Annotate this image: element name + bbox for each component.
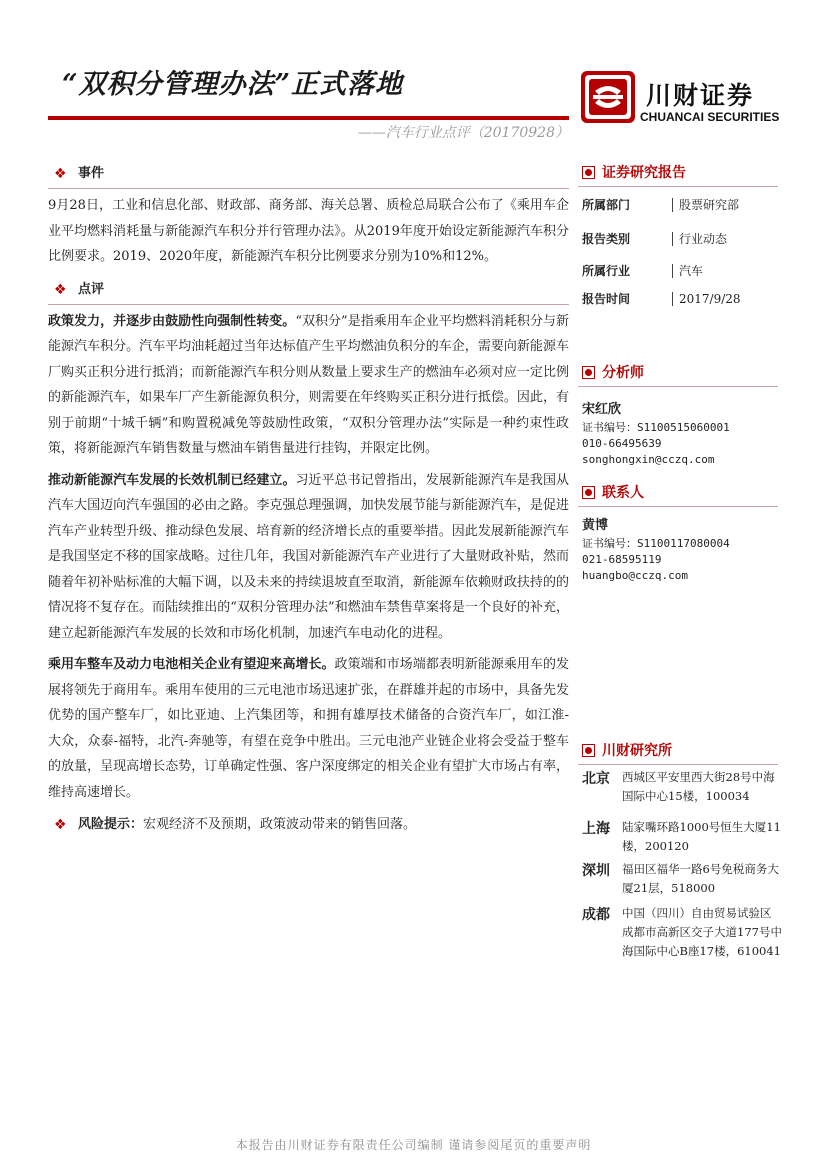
sidebar-header-report xyxy=(578,160,778,187)
paragraph-lead: 乘用车整车及动力电池相关企业有望迎来高增长。 xyxy=(48,657,335,672)
info-value: 股票研究部 xyxy=(672,198,739,212)
report-title: “双积分管理办法”正式落地 xyxy=(62,69,404,100)
info-row xyxy=(582,230,727,247)
paragraph-body: 习近平总书记曾指出，发展新能源汽车是我国从汽车大国迈向汽车强国的必由之路。李克强总理强调，加快发展节能与新能源汽车，是促进汽车产业转型升级、推动绿色发展、培育新的经济增长点的重要举措。因此发展新能源汽车是我国坚定不移的国家战略。过往几年，我国对新能源汽车产业进行了大量财政补贴，然而随着年初补贴标准的大幅下调，以及未来的持续退坡直至取消，新能源车依赖财政扶持的的情况将不复存在。而陆续推出的“双积分管理办法”和燃油车禁售草案将是一个良好的补充，建立起新能源汽车发展的长效和市场化机制，加速汽车电动化的进程。 xyxy=(48,472,569,641)
info-row xyxy=(582,290,741,307)
office-address: 西城区平安里西大街28号中海国际中心15楼，100034 xyxy=(622,770,775,803)
info-value: 2017/9/28 xyxy=(672,292,741,306)
paragraph-lead: 政策发力，并逐步由鼓励性向强制性转变。 xyxy=(48,313,296,329)
chuancai-logo-icon xyxy=(581,71,635,123)
event-paragraph: 9月28日，工业和信息化部、财政部、商务部、海关总署、质检总局联合公布了《乘用车企业平均燃料消耗量与新能源汽车积分并行管理办法》。从2019年度开始设定新能源汽车积分比例要求。2019、2020年度，新能源汽车积分比例要求分别为10%和12%。 xyxy=(48,198,569,264)
sidebar-heading: 分析师 xyxy=(602,365,644,381)
contact-name: 黄博 xyxy=(582,518,609,533)
analyst-email[interactable]: songhongxin@cczq.com xyxy=(582,453,715,466)
sidebar-header-contact xyxy=(578,480,778,507)
contact-card xyxy=(582,516,730,584)
page-footer-disclaimer: 本报告由川财证券有限责任公司编制 谨请参阅尾页的重要声明 xyxy=(235,1138,592,1152)
office-address: 中国（四川）自由贸易试验区成都市高新区交子大道177号中海国际中心B座17楼，610041 xyxy=(622,906,782,958)
square-bullet-icon xyxy=(582,166,595,179)
sidebar-header-institute xyxy=(578,738,778,765)
paragraph-body: “双积分”是指乘用车企业平均燃料消耗积分与新能源汽车积分。汽车平均油耗超过当年达标值产生平均燃油负积分的车企，需要向新能源车厂购买正积分进行抵消；而新能源汽车积分则从数量上要求生产的燃油车必须对应一定比例的新能源汽车，如果车厂产生新能源负积分，则需要在年终购买正积分进行抵偿。因此，有别于前期“十城千辆”和购置税减免等鼓励性政策，“双积分管理办法”实际是一种约束性政策，将新能源汽车销售数量与燃油车销售量进行挂钩，并限定比例。 xyxy=(48,313,569,456)
logo-chinese-name: 川财证券 xyxy=(646,81,755,110)
contact-cert: 证书编号：S1100117080004 xyxy=(582,537,730,550)
analyst-card xyxy=(582,400,730,468)
report-subtitle: ——汽车行业点评（20170928） xyxy=(357,125,569,141)
section-header-event xyxy=(48,160,569,189)
comment-paragraph-3 xyxy=(48,652,569,805)
main-column xyxy=(48,160,569,839)
analyst-name: 宋红欣 xyxy=(582,402,622,417)
sidebar-heading: 川财研究所 xyxy=(602,743,672,759)
contact-phone: 021-68595119 xyxy=(582,553,662,566)
info-row xyxy=(582,262,703,279)
section-header-comment xyxy=(48,276,569,305)
contact-email[interactable]: huangbo@cczq.com xyxy=(582,569,688,582)
section-label: 事件 xyxy=(78,166,105,181)
diamond-bullet-icon: ❖ xyxy=(54,281,67,298)
paragraph-lead: 推动新能源汽车发展的长效机制已经建立。 xyxy=(48,472,296,488)
info-key: 报告类别 xyxy=(582,232,631,246)
info-value: 汽车 xyxy=(672,264,703,278)
info-key: 所属行业 xyxy=(582,264,631,278)
info-key: 所属部门 xyxy=(582,198,631,212)
square-bullet-icon xyxy=(582,366,595,379)
office-city: 成都 xyxy=(582,907,610,923)
office-city: 上海 xyxy=(582,821,610,837)
logo-english-name: CHUANCAI SECURITIES xyxy=(640,110,780,124)
title-underline xyxy=(48,116,569,120)
diamond-bullet-icon: ❖ xyxy=(54,166,67,182)
paragraph-body: 政策端和市场端都表明新能源乘用车的发展将领先于商用车。乘用车使用的三元电池市场迅速扩张，在群雄并起的市场中，具备先发优势的国产整车厂，如比亚迪、上汽集团等，和拥有雄厚技术储备的合资汽车厂，如江淮-大众，众泰-福特，北汽-奔驰等，有望在竞争中胜出。三元电池产业链企业将会受益于整车的放量，呈现高增长态势，订单确定性强、客户深度绑定的相关企业有望扩大市场占有率，维持高速增长。 xyxy=(48,657,569,800)
comment-paragraph-1 xyxy=(48,309,569,462)
diamond-bullet-icon: ❖ xyxy=(54,817,67,833)
info-value: 行业动态 xyxy=(672,232,727,246)
analyst-cert: 证书编号：S1100515060001 xyxy=(582,421,730,434)
risk-text: 宏观经济不及预期，政策波动带来的销售回落。 xyxy=(143,817,417,832)
risk-warning xyxy=(48,811,569,839)
risk-label: 风险提示： xyxy=(78,817,144,832)
office-address: 陆家嘴环路1000号恒生大厦11楼，200120 xyxy=(622,820,781,853)
square-bullet-icon xyxy=(582,486,595,499)
comment-paragraph-2 xyxy=(48,468,569,647)
info-key: 报告时间 xyxy=(582,292,631,306)
office-city: 北京 xyxy=(582,771,610,787)
analyst-phone: 010-66495639 xyxy=(582,437,662,450)
office-address: 福田区福华一路6号免税商务大厦21层，518000 xyxy=(622,862,779,895)
info-row xyxy=(582,196,739,213)
square-bullet-icon xyxy=(582,744,595,757)
sidebar-heading: 联系人 xyxy=(602,485,644,501)
sidebar-header-analyst xyxy=(578,360,778,387)
section-label: 点评 xyxy=(78,281,105,297)
office-city: 深圳 xyxy=(582,863,610,879)
sidebar-heading: 证券研究报告 xyxy=(602,165,686,181)
